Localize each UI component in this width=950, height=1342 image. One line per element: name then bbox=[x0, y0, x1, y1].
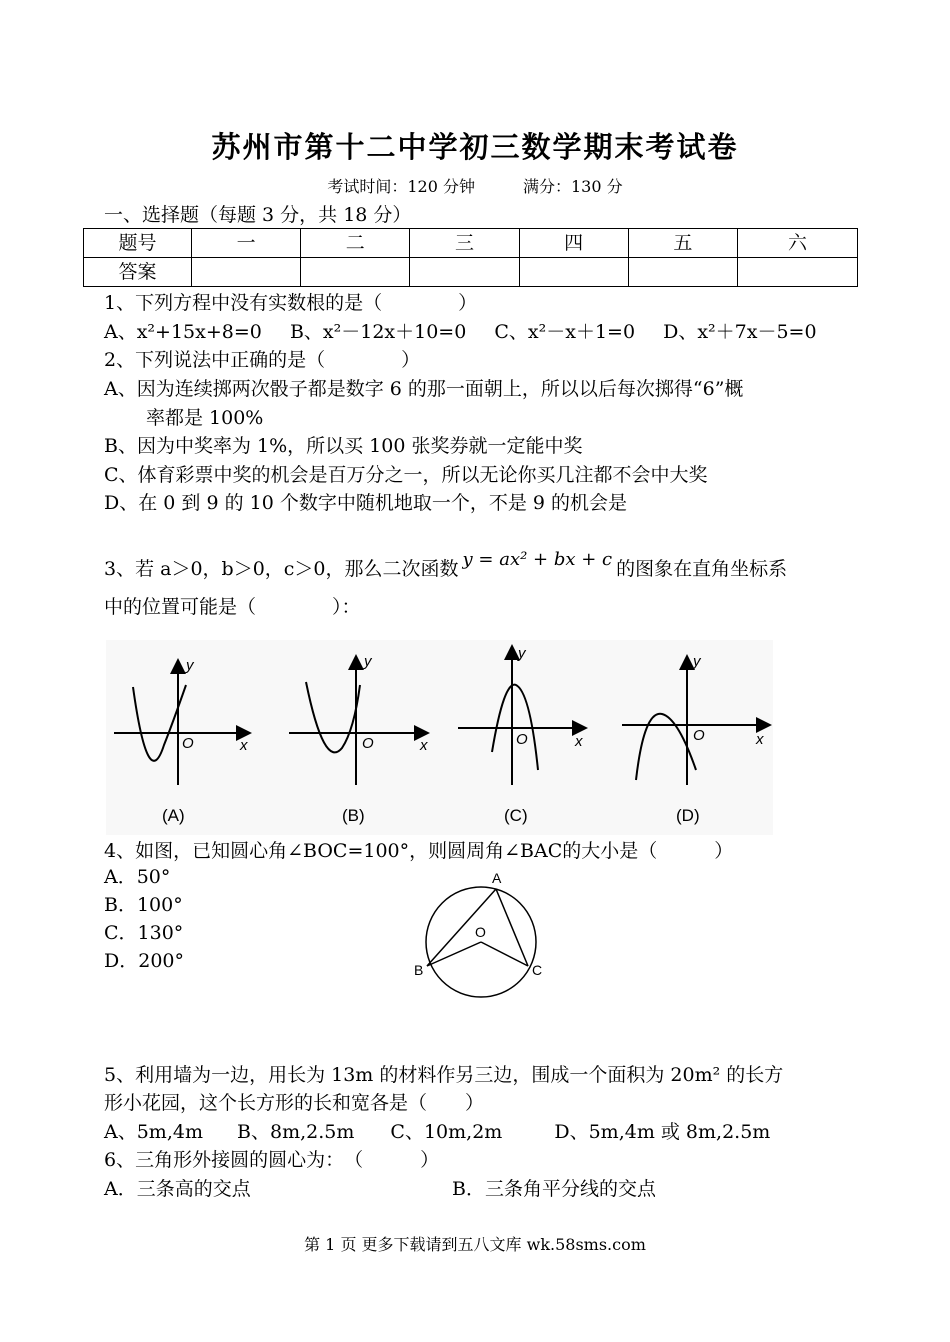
y-label: y bbox=[364, 653, 372, 670]
question-4-stem: 4、如图，已知圆心角∠BOC=100°，则圆周角∠BAC的大小是（ ） bbox=[104, 840, 734, 862]
question-3-stem bbox=[104, 549, 788, 581]
exam-time: 考试时间：120 分钟 bbox=[327, 177, 475, 196]
radius-oc bbox=[481, 942, 528, 966]
point-o-label: O bbox=[475, 924, 486, 940]
page-footer: 第 1 页 更多下载请到五八文库 wk.58sms.com bbox=[304, 1235, 646, 1254]
point-c-label: C bbox=[532, 962, 543, 978]
table-cell: 题号 bbox=[84, 229, 192, 258]
table-cell: 四 bbox=[519, 229, 628, 258]
question-4-option-c: C．130° bbox=[104, 922, 184, 944]
point-b-label: B bbox=[414, 962, 424, 978]
x-label: x bbox=[575, 733, 583, 750]
option-b: B、8m,2.5m bbox=[237, 1121, 355, 1143]
q3-stem-b: 的图象在直角坐标系 bbox=[616, 558, 788, 580]
graphs-background bbox=[106, 640, 773, 835]
question-2-option-a: A、因为连续掷两次骰子都是数字 6 的那一面朝上，所以以后每次掷得“6”概 bbox=[104, 378, 744, 400]
y-label: y bbox=[518, 645, 526, 662]
exam-info bbox=[0, 174, 950, 197]
answer-cell[interactable] bbox=[192, 258, 301, 287]
question-6-option-a: A．三条高的交点 bbox=[104, 1178, 251, 1200]
option-d: D、x²＋7x－5=0 bbox=[663, 321, 817, 343]
origin-label: O bbox=[362, 735, 374, 752]
option-a: A、x²+15x+8=0 bbox=[104, 321, 262, 343]
answer-cell[interactable] bbox=[301, 258, 410, 287]
radius-ob bbox=[427, 942, 481, 966]
option-c: C、10m,2m bbox=[390, 1121, 503, 1143]
origin-label: O bbox=[516, 731, 528, 748]
page-title: 苏州市第十二中学初三数学期末考试卷 bbox=[211, 130, 739, 164]
table-cell: 二 bbox=[301, 229, 410, 258]
question-4-option-a: A．50° bbox=[104, 866, 171, 888]
y-label: y bbox=[693, 653, 701, 670]
answer-cell[interactable] bbox=[738, 258, 858, 287]
parabola-graphs bbox=[106, 640, 773, 835]
graph-label-d: (D) bbox=[676, 806, 700, 825]
question-3-stem-cont: 中的位置可能是（ ）： bbox=[104, 596, 361, 618]
q3-stem-a: 3、若 a＞0，b＞0，c＞0，那么二次函数 bbox=[104, 558, 459, 580]
question-4-option-d: D．200° bbox=[104, 950, 184, 972]
option-c: C、x²－x＋1=0 bbox=[494, 321, 636, 343]
option-a: A、5m,4m bbox=[104, 1121, 203, 1143]
graph-label-a: (A) bbox=[162, 806, 185, 825]
answer-table bbox=[83, 228, 858, 287]
x-label: x bbox=[240, 737, 248, 754]
question-2-stem: 2、下列说法中正确的是（ ） bbox=[104, 349, 421, 371]
answer-cell[interactable] bbox=[519, 258, 628, 287]
table-cell: 答案 bbox=[84, 258, 192, 287]
graph-label-c: (C) bbox=[504, 806, 528, 825]
origin-label: O bbox=[182, 735, 194, 752]
question-2-option-d: D、在 0 到 9 的 10 个数字中随机地取一个，不是 9 的机会是 bbox=[104, 492, 627, 514]
option-d: D、5m,4m 或 8m,2.5m bbox=[554, 1121, 771, 1143]
circle-figure bbox=[408, 866, 558, 1001]
question-4-option-b: B．100° bbox=[104, 894, 183, 916]
table-cell: 六 bbox=[738, 229, 858, 258]
option-b: B、x²－12x＋10=0 bbox=[289, 321, 467, 343]
table-cell: 五 bbox=[628, 229, 737, 258]
question-5-stem: 5、利用墙为一边，用长为 13m 的材料作另三边，围成一个面积为 20m² 的长方 bbox=[104, 1064, 784, 1086]
point-a-label: A bbox=[492, 870, 502, 886]
question-6-stem: 6、三角形外接圆的圆心为： （ ） bbox=[104, 1149, 440, 1171]
question-5-stem-cont: 形小花园，这个长方形的长和宽各是（ ） bbox=[104, 1092, 485, 1114]
section-heading: 一、选择题（每题 3 分，共 18 分） bbox=[104, 204, 412, 226]
chord-ac bbox=[496, 889, 528, 966]
q3-formula: y = ax² + bx + c bbox=[462, 549, 613, 570]
y-label: y bbox=[186, 657, 194, 674]
full-score: 满分：130 分 bbox=[523, 177, 623, 196]
question-2-option-c: C、体育彩票中奖的机会是百万分之一，所以无论你买几注都不会中大奖 bbox=[104, 464, 708, 486]
table-row bbox=[84, 258, 858, 287]
answer-cell[interactable] bbox=[410, 258, 519, 287]
question-1-stem: 1、下列方程中没有实数根的是（ ） bbox=[104, 292, 478, 314]
table-row bbox=[84, 229, 858, 258]
question-2-option-b: B、因为中奖率为 1%，所以买 100 张奖券就一定能中奖 bbox=[104, 435, 583, 457]
question-1-options bbox=[104, 317, 817, 344]
graph-label-b: (B) bbox=[342, 806, 365, 825]
origin-label: O bbox=[693, 727, 705, 744]
answer-cell[interactable] bbox=[628, 258, 737, 287]
x-label: x bbox=[420, 737, 428, 754]
x-label: x bbox=[756, 731, 764, 748]
table-cell: 一 bbox=[192, 229, 301, 258]
question-2-option-a-cont: 率都是 100% bbox=[146, 407, 264, 429]
question-6-option-b: B．三条角平分线的交点 bbox=[452, 1178, 656, 1200]
question-5-options bbox=[104, 1117, 770, 1144]
table-cell: 三 bbox=[410, 229, 519, 258]
